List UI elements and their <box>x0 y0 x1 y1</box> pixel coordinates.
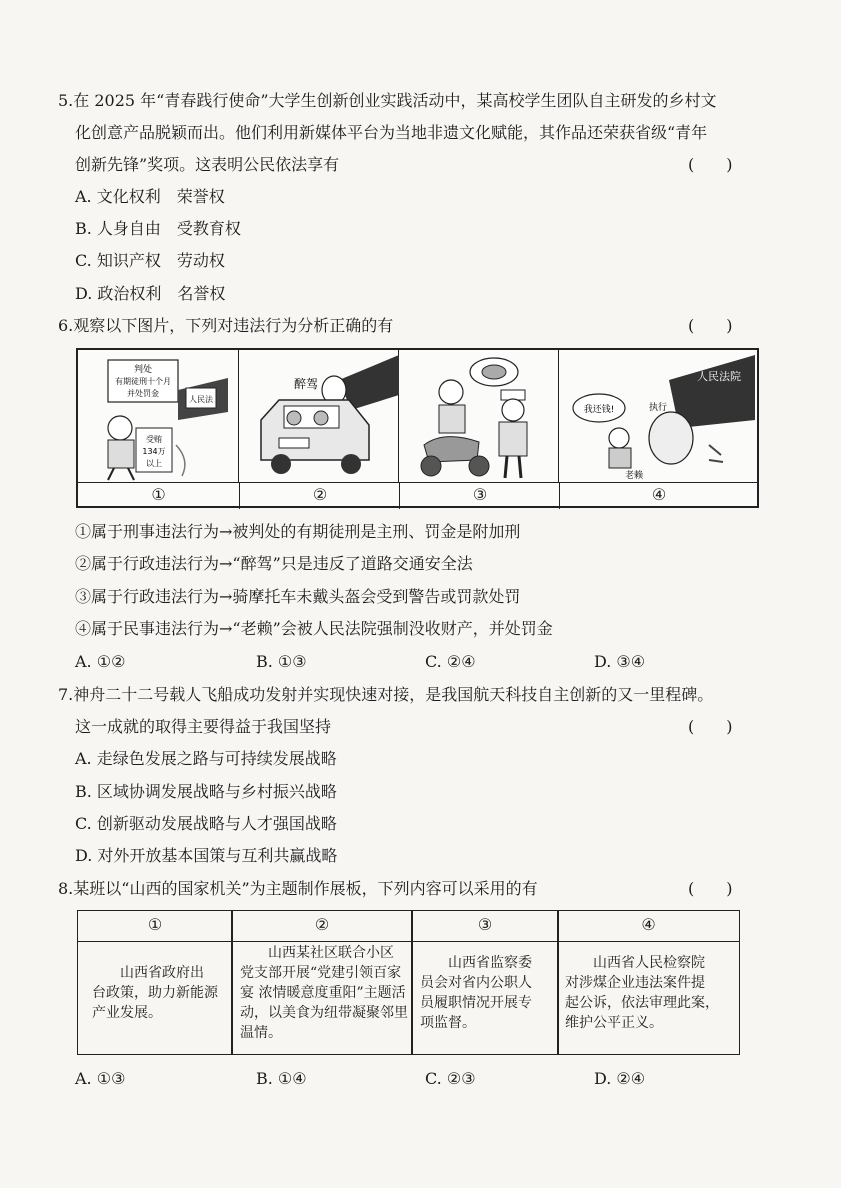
picture-4 <box>559 350 757 482</box>
q6-answer-bracket: ( ) <box>688 316 733 335</box>
q8-cell-2 <box>240 943 410 1043</box>
picture-2 <box>239 350 399 482</box>
q8-option-b: B. ①④ <box>256 1069 307 1088</box>
q8-header-1: ① <box>147 915 163 934</box>
q8-cell-3-line2: 员会对省内公职人 <box>420 975 532 991</box>
q8-cell-2-line1: 山西某社区联合小区 <box>240 945 394 961</box>
q8-table-header <box>78 911 739 942</box>
q8-cell-4-line3: 起公诉，依法审理此案， <box>565 995 719 1011</box>
picture-label-2: ② <box>239 483 400 509</box>
q7-option-a: A. 走绿色发展之路与可持续发展战略 <box>75 749 337 768</box>
p1-text-bribe: 受贿 <box>146 435 162 444</box>
q8-option-c: C. ②③ <box>425 1069 476 1088</box>
q8-stem-line1: 8.某班以“山西的国家机关”为主题制作展板，下列内容可以采用的有 <box>58 879 538 898</box>
q5-option-d: D. 政治权利 名誉权 <box>75 284 226 303</box>
q8-table <box>77 910 740 1055</box>
picture-label-4: ④ <box>559 483 758 509</box>
p2-text-drunk: 醉驾 <box>294 377 319 391</box>
q8-answer-bracket: ( ) <box>688 879 733 898</box>
p4-text-enforce: 执行 <box>649 403 668 413</box>
q6-statement-2: ②属于行政违法行为→“醉驾”只是违反了道路交通安全法 <box>75 554 473 573</box>
p1-text-fine: 并处罚金 <box>127 389 159 398</box>
q7-stem-line2: 这一成就的取得主要得益于我国坚持 <box>75 717 332 736</box>
q7-answer-bracket: ( ) <box>688 717 733 736</box>
q8-header-2: ② <box>314 915 330 934</box>
q8-cell-1-line1: 山西省政府出 <box>92 965 204 981</box>
p4-text-deadbeat: 老赖 <box>625 471 644 481</box>
q6-option-d: D. ③④ <box>594 652 646 671</box>
q8-cell-3-line4: 项监督。 <box>420 1015 476 1031</box>
q8-option-d: D. ②④ <box>594 1069 646 1088</box>
q5-option-c: C. 知识产权 劳动权 <box>75 251 225 270</box>
q5-stem-line3: 创新先锋”奖项。这表明公民依法享有 <box>75 155 340 174</box>
q7-option-b: B. 区域协调发展战略与乡村振兴战略 <box>75 782 337 801</box>
q8-cell-3-line3: 员履职情况开展专 <box>420 995 532 1011</box>
q8-col-divider-2 <box>411 911 413 1054</box>
q6-picture-strip <box>76 348 759 508</box>
picture-1 <box>78 350 239 482</box>
q8-col-divider-3 <box>557 911 559 1054</box>
q8-cell-2-line2: 党支部开展“党建引领百家 <box>240 965 402 981</box>
q6-option-c: C. ②④ <box>425 652 476 671</box>
q7-stem-line1: 7.神舟二十二号载人飞船成功发射并实现快速对接，是我国航天科技自主创新的又一里程碑。 <box>58 685 714 704</box>
picture-label-1: ① <box>151 485 166 504</box>
q8-col-divider-1 <box>231 911 233 1054</box>
q6-statement-4: ④属于民事违法行为→“老赖”会被人民法院强制没收财产，并处罚金 <box>75 619 553 638</box>
q8-cell-2-line4: 动，以美食为纽带凝聚邻里 <box>240 1005 408 1021</box>
picture-label-3: ③ <box>399 483 560 509</box>
q8-cell-4 <box>565 953 737 1033</box>
q8-option-a: A. ①③ <box>75 1069 126 1088</box>
q6-option-a: A. ①② <box>75 652 126 671</box>
q5-option-b: B. 人身自由 受教育权 <box>75 219 241 238</box>
q8-cell-4-line1: 山西省人民检察院 <box>565 955 705 971</box>
q5-option-a: A. 文化权利 荣誉权 <box>75 187 225 206</box>
p1-text-term: 有期徒刑十个月 <box>115 377 171 386</box>
p1-text-amount: 134万 <box>142 447 166 456</box>
q8-cell-4-line4: 维护公平正义。 <box>565 1015 663 1031</box>
q5-stem-line2: 化创意产品脱颖而出。他们利用新媒体平台为当地非遗文化赋能，其作品还荣获省级“青年 <box>75 123 708 142</box>
q8-cell-1-line3: 产业发展。 <box>92 1005 162 1021</box>
q6-statement-3: ③属于行政违法行为→骑摩托车未戴头盔会受到警告或罚款处罚 <box>75 587 521 606</box>
q7-option-d: D. 对外开放基本国策与互利共赢战略 <box>75 846 338 865</box>
q8-header-3: ③ <box>477 915 493 934</box>
q6-stem-line1: 6.观察以下图片，下列对违法行为分析正确的有 <box>58 316 394 335</box>
q8-cell-3 <box>420 953 556 1033</box>
q8-cell-1 <box>92 963 228 1023</box>
q6-option-b: B. ①③ <box>256 652 307 671</box>
q6-statement-1: ①属于刑事违法行为→被判处的有期徒刑是主刑、罚金是附加刑 <box>75 522 521 541</box>
q8-cell-4-line2: 对涉煤企业违法案件提 <box>565 975 705 991</box>
q8-cell-2-line3: 宴 浓情暖意度重阳”主题活 <box>240 985 406 1001</box>
q8-header-4: ④ <box>641 915 656 934</box>
q7-option-c: C. 创新驱动发展战略与人才强国战略 <box>75 814 337 833</box>
p1-text-verdict: 判处 <box>133 365 153 375</box>
p4-text-repay: 我还钱! <box>583 405 615 415</box>
q5-stem-line1: 5.在 2025 年“青春践行使命”大学生创新创业实践活动中，某高校学生团队自主研发的乡村文 <box>58 91 717 110</box>
p4-text-court: 人民法院 <box>697 370 741 383</box>
q8-cell-1-line2: 台政策，助力新能源 <box>92 985 218 1001</box>
q8-cell-3-line1: 山西省监察委 <box>420 955 532 971</box>
p1-text-above: 以上 <box>146 459 162 468</box>
q5-answer-bracket: ( ) <box>688 155 733 174</box>
p1-text-court: 人民法 <box>189 395 213 404</box>
q8-cell-2-line5: 温情。 <box>240 1025 282 1041</box>
picture-label-row <box>78 482 757 509</box>
picture-3 <box>399 350 559 482</box>
